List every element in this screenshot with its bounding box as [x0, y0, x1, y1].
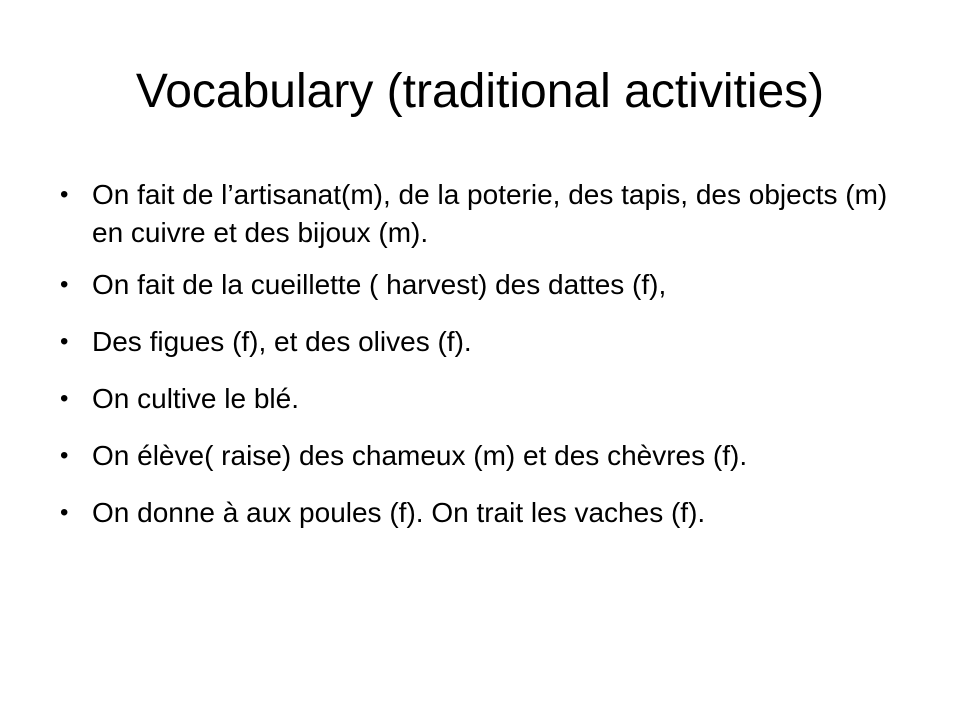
bullet-text: On cultive le blé.: [92, 383, 299, 414]
bullet-item: [60, 494, 900, 532]
bullet-item: [60, 437, 900, 475]
bullet-item: [60, 266, 900, 304]
bullet-item: [60, 323, 900, 361]
bullet-item: [60, 380, 900, 418]
bullet-text: Des figues (f), et des olives (f).: [92, 326, 472, 357]
bullet-text: On élève( raise) des chameux (m) et des chèvres (f).: [92, 440, 748, 471]
bullet-text: On fait de la cueillette ( harvest) des dattes (f),: [92, 269, 667, 300]
bullet-dot-icon: •: [60, 385, 69, 412]
bullet-dot-icon: •: [60, 181, 69, 208]
slide-title: Vocabulary (traditional activities): [135, 65, 825, 118]
bullet-dot-icon: •: [60, 442, 69, 469]
bullet-list: [60, 176, 900, 551]
bullet-dot-icon: •: [60, 499, 69, 526]
bullet-text: On donne à aux poules (f). On trait les vaches (f).: [92, 497, 706, 528]
bullet-text: On fait de l’artisanat(m), de la poterie, des tapis, des objects (m) en cuivre et des bijoux (m).: [92, 179, 888, 248]
bullet-item: [60, 176, 900, 252]
bullet-dot-icon: •: [60, 271, 69, 298]
bullet-dot-icon: •: [60, 328, 69, 355]
